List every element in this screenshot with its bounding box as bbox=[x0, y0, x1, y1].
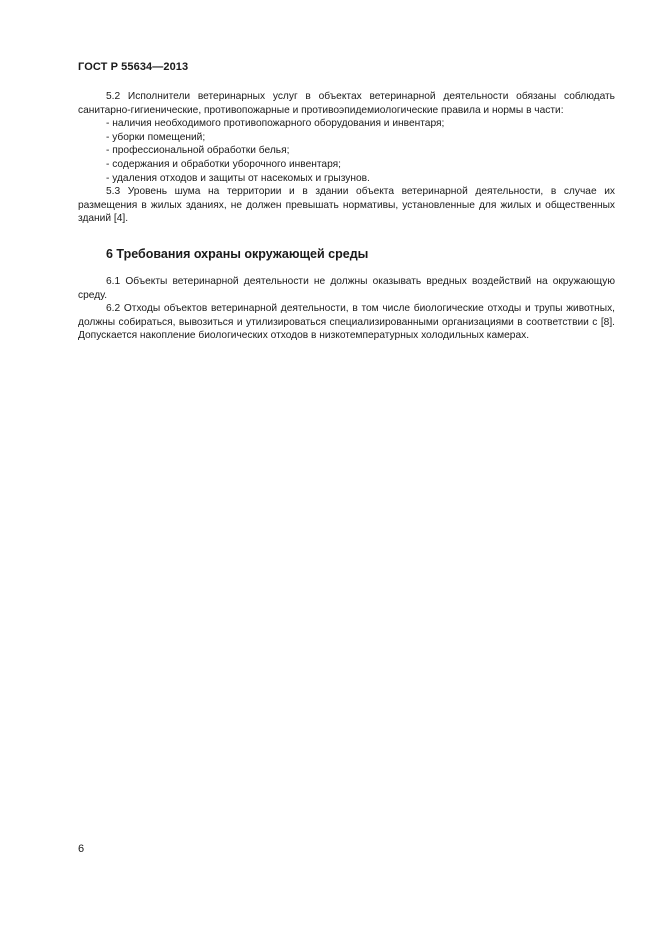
list-item: - уборки помещений; bbox=[106, 131, 206, 143]
list-item: - наличия необходимого противопожарного оборудования и инвентаря; bbox=[106, 118, 445, 130]
list-item: - удаления отходов и защиты от насекомых и грызунов. bbox=[106, 172, 370, 184]
paragraph-6-1: 6.1 Объекты ветеринарной деятельности не должны оказывать вредных воздействий на окружающую среду. bbox=[78, 275, 615, 301]
list-item: - содержания и обработки уборочного инвентаря; bbox=[106, 158, 341, 170]
paragraph-5-3: 5.3 Уровень шума на территории и в здании объекта ветеринарной деятельности, в случае их размещения в жилых зданиях, не должен превышать нормативы, установленные для жилых и общественных зданий [4]. bbox=[78, 186, 615, 225]
list-item: - профессиональной обработки белья; bbox=[106, 145, 290, 157]
paragraph-6-2: 6.2 Отходы объектов ветеринарной деятельности, в том числе биологические отходы и трупы животных, должны собираться, вывозиться и утилизироваться специализированными организациями в соответствии с [8]. Допускается накопление биологических отходов в низкотемпературных холодильных камерах. bbox=[78, 303, 615, 342]
page-number: 6 bbox=[78, 843, 85, 855]
document-body bbox=[78, 90, 615, 343]
document-header: ГОСТ Р 55634—2013 bbox=[78, 61, 189, 73]
section-6-title: 6 Требования охраны окружающей среды bbox=[106, 246, 369, 261]
paragraph-5-2: 5.2 Исполнители ветеринарных услуг в объектах ветеринарной деятельности обязаны соблюдать санитарно-гигиенические, противопожарные и противоэпидемиологические правила и нормы в части: bbox=[78, 91, 615, 116]
